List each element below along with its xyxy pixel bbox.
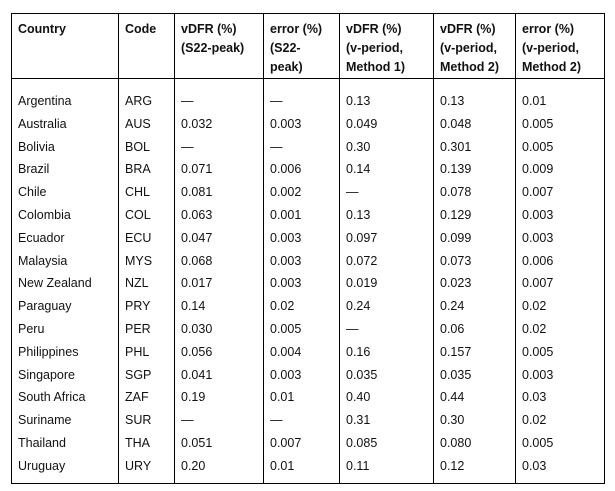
table-row bbox=[12, 341, 605, 364]
error-s22-cell: 0.007 bbox=[264, 432, 340, 455]
error-s22-cell: 0.02 bbox=[264, 295, 340, 318]
header-line: vDFR (%) bbox=[346, 22, 402, 36]
vdfr-method1-cell: 0.16 bbox=[340, 341, 434, 364]
code-cell: ZAF bbox=[119, 386, 175, 409]
vdfr-method2-cell: 0.023 bbox=[434, 272, 516, 295]
country-cell: Thailand bbox=[12, 432, 119, 455]
table-row bbox=[12, 158, 605, 181]
error-s22-cell: 0.003 bbox=[264, 250, 340, 273]
vdfr-method2-cell: 0.139 bbox=[434, 158, 516, 181]
vdfr-s22-cell: 0.017 bbox=[175, 272, 264, 295]
vdfr-method1-cell: 0.019 bbox=[340, 272, 434, 295]
vdfr-s22-cell: — bbox=[175, 409, 264, 432]
country-cell: Peru bbox=[12, 318, 119, 341]
error-method2-cell: 0.03 bbox=[516, 455, 605, 483]
table-body bbox=[12, 79, 605, 484]
header-row bbox=[12, 14, 605, 79]
error-method2-cell: 0.009 bbox=[516, 158, 605, 181]
header-line: error (%) bbox=[522, 22, 575, 36]
country-cell: South Africa bbox=[12, 386, 119, 409]
vdfr-method2-cell: 0.073 bbox=[434, 250, 516, 273]
vdfr-method1-cell: — bbox=[340, 318, 434, 341]
vdfr-method1-cell: 0.097 bbox=[340, 227, 434, 250]
error-s22-cell: 0.003 bbox=[264, 364, 340, 387]
table-row bbox=[12, 432, 605, 455]
code-cell: ECU bbox=[119, 227, 175, 250]
header-line: (S22- bbox=[270, 41, 301, 55]
vdfr-s22-cell: 0.063 bbox=[175, 204, 264, 227]
error-method2-cell: 0.003 bbox=[516, 204, 605, 227]
vdfr-method1-cell: 0.13 bbox=[340, 204, 434, 227]
vdfr-method1-cell: 0.11 bbox=[340, 455, 434, 483]
table-row bbox=[12, 204, 605, 227]
error-s22-cell: 0.006 bbox=[264, 158, 340, 181]
header-error-method2 bbox=[516, 14, 605, 79]
vdfr-method2-cell: 0.048 bbox=[434, 113, 516, 136]
table-row bbox=[12, 318, 605, 341]
table-row bbox=[12, 295, 605, 318]
vdfr-method2-cell: 0.30 bbox=[434, 409, 516, 432]
vdfr-method2-cell: 0.080 bbox=[434, 432, 516, 455]
header-line: (v-period, bbox=[522, 41, 579, 55]
vdfr-s22-cell: 0.056 bbox=[175, 341, 264, 364]
cropped-caption-strip bbox=[0, 0, 615, 8]
error-s22-cell: 0.002 bbox=[264, 181, 340, 204]
code-cell: URY bbox=[119, 455, 175, 483]
vdfr-s22-cell: 0.081 bbox=[175, 181, 264, 204]
header-line: error (%) bbox=[270, 22, 323, 36]
error-method2-cell: 0.02 bbox=[516, 318, 605, 341]
code-cell: NZL bbox=[119, 272, 175, 295]
country-cell: Suriname bbox=[12, 409, 119, 432]
code-cell: CHL bbox=[119, 181, 175, 204]
vdfr-s22-cell: 0.030 bbox=[175, 318, 264, 341]
error-s22-cell: 0.003 bbox=[264, 113, 340, 136]
header-country bbox=[12, 14, 119, 79]
error-s22-cell: 0.01 bbox=[264, 386, 340, 409]
vdfr-s22-cell: 0.032 bbox=[175, 113, 264, 136]
error-s22-cell: — bbox=[264, 136, 340, 159]
vdfr-method1-cell: 0.24 bbox=[340, 295, 434, 318]
vdfr-method2-cell: 0.12 bbox=[434, 455, 516, 483]
vdfr-s22-cell: — bbox=[175, 79, 264, 113]
vdfr-method2-cell: 0.13 bbox=[434, 79, 516, 113]
header-line: vDFR (%) bbox=[181, 22, 237, 36]
error-s22-cell: 0.005 bbox=[264, 318, 340, 341]
table-row bbox=[12, 227, 605, 250]
header-line: Method 1) bbox=[346, 60, 406, 74]
vdfr-s22-cell: 0.19 bbox=[175, 386, 264, 409]
code-cell: PRY bbox=[119, 295, 175, 318]
vdfr-method2-cell: 0.099 bbox=[434, 227, 516, 250]
country-cell: Chile bbox=[12, 181, 119, 204]
vdfr-method2-cell: 0.24 bbox=[434, 295, 516, 318]
header-line: (v-period, bbox=[440, 41, 497, 55]
vdfr-method2-cell: 0.129 bbox=[434, 204, 516, 227]
vdfr-method1-cell: 0.13 bbox=[340, 79, 434, 113]
error-method2-cell: 0.006 bbox=[516, 250, 605, 273]
vdfr-method2-cell: 0.035 bbox=[434, 364, 516, 387]
header-line: Code bbox=[125, 22, 157, 36]
table-row bbox=[12, 409, 605, 432]
error-method2-cell: 0.003 bbox=[516, 364, 605, 387]
country-cell: Paraguay bbox=[12, 295, 119, 318]
code-cell: PHL bbox=[119, 341, 175, 364]
vdfr-s22-cell: 0.071 bbox=[175, 158, 264, 181]
vdfr-method1-cell: 0.035 bbox=[340, 364, 434, 387]
vdfr-method2-cell: 0.06 bbox=[434, 318, 516, 341]
vdfr-method1-cell: — bbox=[340, 181, 434, 204]
header-error-s22 bbox=[264, 14, 340, 79]
table-row bbox=[12, 181, 605, 204]
error-s22-cell: 0.004 bbox=[264, 341, 340, 364]
header-line: vDFR (%) bbox=[440, 22, 496, 36]
country-cell: New Zealand bbox=[12, 272, 119, 295]
vdfr-s22-cell: 0.047 bbox=[175, 227, 264, 250]
code-cell: SGP bbox=[119, 364, 175, 387]
country-cell: Colombia bbox=[12, 204, 119, 227]
country-cell: Ecuador bbox=[12, 227, 119, 250]
error-method2-cell: 0.005 bbox=[516, 341, 605, 364]
vdfr-method2-cell: 0.301 bbox=[434, 136, 516, 159]
table-row bbox=[12, 386, 605, 409]
country-cell: Philippines bbox=[12, 341, 119, 364]
error-method2-cell: 0.005 bbox=[516, 432, 605, 455]
vdfr-method1-cell: 0.30 bbox=[340, 136, 434, 159]
error-s22-cell: 0.003 bbox=[264, 272, 340, 295]
country-cell: Argentina bbox=[12, 79, 119, 113]
country-cell: Bolivia bbox=[12, 136, 119, 159]
error-s22-cell: — bbox=[264, 409, 340, 432]
table-row bbox=[12, 136, 605, 159]
table-row bbox=[12, 364, 605, 387]
code-cell: BRA bbox=[119, 158, 175, 181]
vdfr-method2-cell: 0.44 bbox=[434, 386, 516, 409]
vdfr-s22-cell: 0.051 bbox=[175, 432, 264, 455]
vdfr-method1-cell: 0.072 bbox=[340, 250, 434, 273]
header-vdfr-s22 bbox=[175, 14, 264, 79]
vdfr-s22-cell: 0.041 bbox=[175, 364, 264, 387]
vdfr-method1-cell: 0.40 bbox=[340, 386, 434, 409]
error-method2-cell: 0.03 bbox=[516, 386, 605, 409]
error-s22-cell: — bbox=[264, 79, 340, 113]
code-cell: AUS bbox=[119, 113, 175, 136]
error-method2-cell: 0.007 bbox=[516, 272, 605, 295]
error-s22-cell: 0.01 bbox=[264, 455, 340, 483]
error-method2-cell: 0.02 bbox=[516, 409, 605, 432]
country-cell: Australia bbox=[12, 113, 119, 136]
error-method2-cell: 0.02 bbox=[516, 295, 605, 318]
header-line: Method 2) bbox=[440, 60, 500, 74]
error-method2-cell: 0.01 bbox=[516, 79, 605, 113]
header-line: (S22-peak) bbox=[181, 41, 245, 55]
table-row bbox=[12, 79, 605, 113]
table-row bbox=[12, 113, 605, 136]
country-cell: Malaysia bbox=[12, 250, 119, 273]
vdfr-s22-cell: 0.068 bbox=[175, 250, 264, 273]
error-method2-cell: 0.005 bbox=[516, 136, 605, 159]
code-cell: MYS bbox=[119, 250, 175, 273]
country-cell: Brazil bbox=[12, 158, 119, 181]
vdfr-method1-cell: 0.31 bbox=[340, 409, 434, 432]
error-method2-cell: 0.003 bbox=[516, 227, 605, 250]
code-cell: PER bbox=[119, 318, 175, 341]
header-line: (v-period, bbox=[346, 41, 403, 55]
table-row bbox=[12, 272, 605, 295]
country-cell: Uruguay bbox=[12, 455, 119, 483]
vdfr-s22-cell: 0.14 bbox=[175, 295, 264, 318]
header-vdfr-method2 bbox=[434, 14, 516, 79]
country-cell: Singapore bbox=[12, 364, 119, 387]
header-line: Method 2) bbox=[522, 60, 582, 74]
vdfr-s22-cell: — bbox=[175, 136, 264, 159]
error-method2-cell: 0.005 bbox=[516, 113, 605, 136]
code-cell: COL bbox=[119, 204, 175, 227]
header-line: Country bbox=[18, 22, 66, 36]
error-s22-cell: 0.001 bbox=[264, 204, 340, 227]
vdfr-method1-cell: 0.14 bbox=[340, 158, 434, 181]
vdfr-method1-cell: 0.049 bbox=[340, 113, 434, 136]
code-cell: THA bbox=[119, 432, 175, 455]
vdfr-method1-cell: 0.085 bbox=[340, 432, 434, 455]
code-cell: ARG bbox=[119, 79, 175, 113]
error-s22-cell: 0.003 bbox=[264, 227, 340, 250]
code-cell: SUR bbox=[119, 409, 175, 432]
table-row bbox=[12, 455, 605, 483]
vdfr-s22-cell: 0.20 bbox=[175, 455, 264, 483]
header-line: peak) bbox=[270, 60, 303, 74]
header-vdfr-method1 bbox=[340, 14, 434, 79]
vdfr-method2-cell: 0.157 bbox=[434, 341, 516, 364]
data-table bbox=[11, 13, 605, 484]
table-row bbox=[12, 250, 605, 273]
error-method2-cell: 0.007 bbox=[516, 181, 605, 204]
header-code bbox=[119, 14, 175, 79]
vdfr-method2-cell: 0.078 bbox=[434, 181, 516, 204]
code-cell: BOL bbox=[119, 136, 175, 159]
